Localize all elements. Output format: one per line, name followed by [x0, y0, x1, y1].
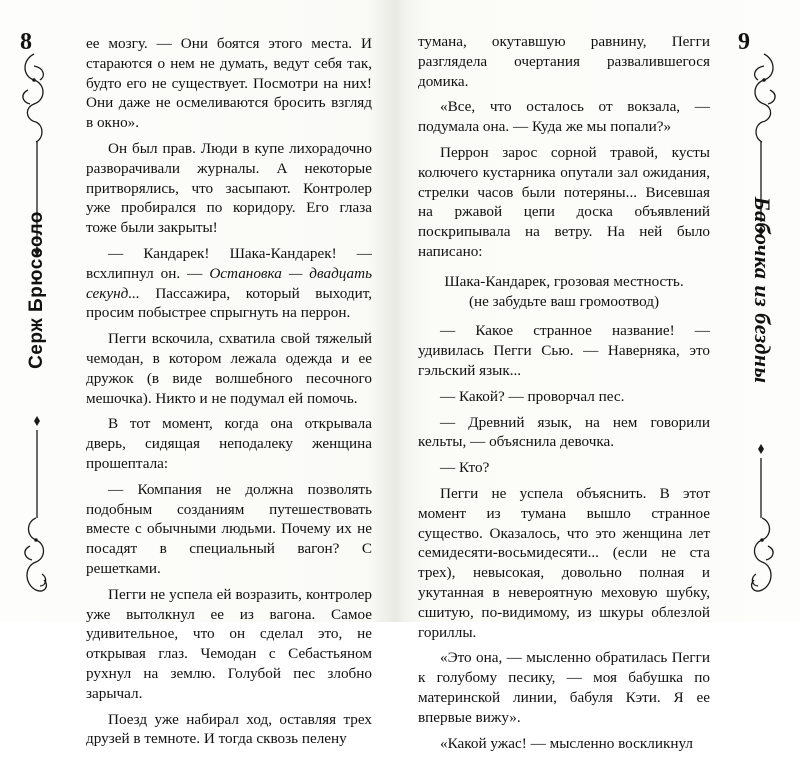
paragraph: — Кто? [440, 459, 490, 477]
paragraph: — Древний язык, на нем говорили кельты, — объяснила девочка. [418, 413, 710, 451]
running-head-author: Серж Брюссоло [26, 211, 47, 369]
station-sign [418, 272, 710, 312]
paragraph: Перрон зарос сорной травой, кусты колючего кустарника опутали зал ожидания, стрелки часов были потеряны... Висевшая на ржавой цепи доска объявлений поскрипывала на ветру. На ней было написано: [418, 143, 710, 260]
paragraph: — Какое странное название! — удивилась Пегги Сью. — Наверняка, это гэльский язык... [418, 322, 710, 379]
paragraph: Пегги не успела ей возразить, контролер уже вытолкнул ее из вагона. Самое удивительное, что он сделал это, не открывая глаз. Чемодан с Себастьяном рухнул на землю. Голубой пес злобно зарычал. [86, 585, 372, 702]
paragraph-part: — Кандарек! Шака-Кандарек! — всхлипнул он. — [86, 244, 372, 282]
paragraph: ее мозгу. — Они боятся этого места. И стараются о нем не думать, ведут себя так, будто его не существует. Посмотри на них! Они даже не осмеливаются бросить взгляд в окно». [86, 35, 372, 132]
paragraph: Поезд уже набирал ход, оставляя трех друзей в темноте. И тогда сквозь пелену [86, 710, 372, 748]
right-text-column [418, 32, 710, 759]
page-number-left: 8 [20, 29, 32, 55]
left-page [0, 0, 400, 748]
page-number-right: 9 [738, 29, 750, 55]
paragraph: «Все, что осталось от вокзала, — подумала она. — Куда же мы попали?» [418, 98, 710, 136]
paragraph [86, 244, 372, 323]
sign-line: (не забудьте ваш громоотвод) [468, 292, 660, 310]
italic-phrase: Остановка — двадцать секунд... [86, 264, 373, 302]
paragraph-part: Пассажира, который выходит, просим побыстрее спрыгнуть на перрон. [86, 284, 372, 322]
paragraph: В тот момент, когда она открывала дверь, сидящая неподалеку женщина прошептала: [86, 415, 372, 472]
running-head-title: Бабочка из бездны [750, 196, 775, 384]
paragraph: «Какой ужас! — мысленно воскликнул [440, 734, 693, 752]
paragraph: тумана, окутавшую равнину, Пегги разглядела очертания развалившегося домика. [418, 33, 710, 90]
paragraph: Пегги не успела объяснить. В этот момент из тумана вышло странное существо. Оказалось, что это женщина лет семидесяти-восьмидесяти... (если не ста трех), невысокая, довольно полная и укутанная в невероятную меховую шубку, сшитую, по-видимому, из шкуры облезлой гориллы. [418, 484, 710, 641]
paragraph: «Это она, — мысленно обратилась Пегги к голубому песику, — моя бабушка по материнской линии, бабуля Кэти. Я ее впервые вижу». [418, 649, 710, 726]
paragraph: Пегги вскочила, схватила свой тяжелый чемодан, в котором лежала одежда и ее дружок (в виде волшебного песочного мешочка). Никто и не подумал ей помочь. [86, 330, 372, 407]
paragraph: — Какой? — проворчал пес. [440, 387, 625, 405]
paragraph: Он был прав. Люди в купе лихорадочно разворачивали журналы. А некоторые притворялись, что засыпают. Контролер уже пробирался по коридору. Его глаза тоже были закрыты! [86, 139, 372, 237]
left-text-column [86, 34, 372, 755]
paragraph: — Компания не должна позволять подобным созданиям путешествовать вместе с обычными людьми. Почему их не посадят в специальный вагон? С решетками. [86, 480, 372, 577]
sign-line: Шака-Кандарек, грозовая местность. [444, 272, 684, 290]
